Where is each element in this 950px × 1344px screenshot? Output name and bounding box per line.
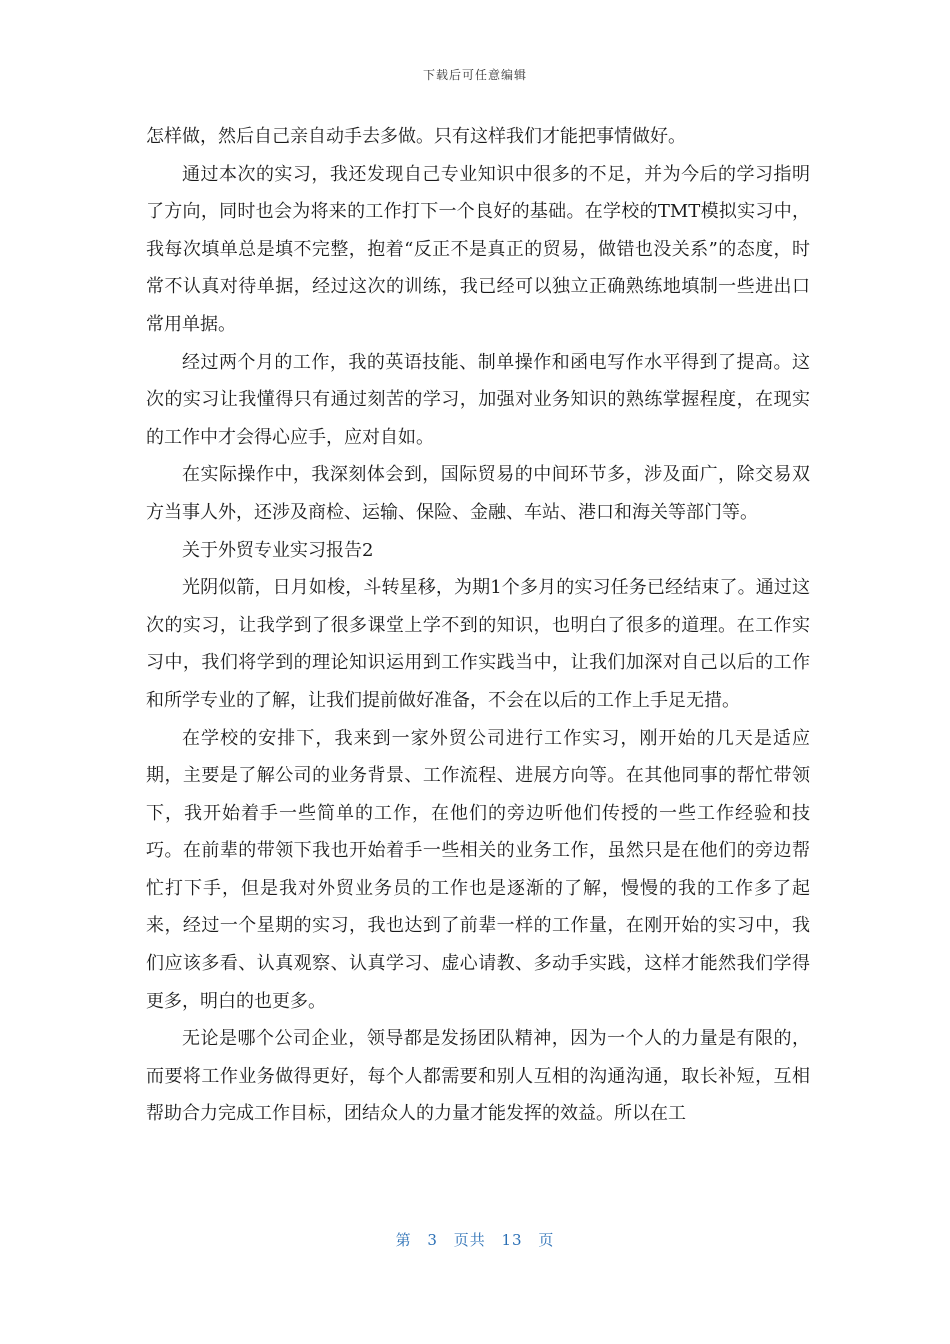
paragraph-2: 通过本次的实习，我还发现自己专业知识中很多的不足，并为今后的学习指明了方向，同时也会为将来的工作打下一个良好的基础。在学校的TMT模拟实习中，我每次填单总是填不完整，抱着“反正不是真正的贸易，做错也没关系”的态度，时常不认真对待单据，经过这次的训练，我已经可以独立正确熟练地填制一些进出口常用单据。 — [146, 163, 810, 335]
header-note: 下载后可任意编辑 — [422, 68, 527, 82]
document-body — [146, 118, 810, 1133]
paragraph-5: 光阴似箭，日月如梭，斗转星移，为期1个多月的实习任务已经结束了。通过这次的实习，让我学到了很多课堂上学不到的知识，也明白了很多的道理。在工作实习中，我们将学到的理论知识运用到工作实践当中，让我们加深对自己以后的工作和所学专业的了解，让我们提前做好准备，不会在以后的工作上手足无措。 — [146, 577, 810, 711]
page-number-footer: 第 3 页共 13 页 — [395, 1231, 555, 1249]
paragraph-6: 在学校的安排下，我来到一家外贸公司进行工作实习，刚开始的几天是适应期，主要是了解公司的业务背景、工作流程、进展方向等。在其他同事的帮忙带领下，我开始着手一些简单的工作，在他们的旁边听他们传授的一些工作经验和技巧。在前辈的带领下我也开始着手一些相关的业务工作，虽然只是在他们的旁边帮忙打下手，但是我对外贸业务员的工作也是逐渐的了解，慢慢的我的工作多了起来，经过一个星期的实习，我也达到了前辈一样的工作量，在刚开始的实习中，我们应该多看、认真观察、认真学习、虚心请教、多动手实践，这样才能然我们学得更多，明白的也更多。 — [146, 727, 810, 1012]
paragraph-3: 经过两个月的工作，我的英语技能、制单操作和函电写作水平得到了提高。这次的实习让我懂得只有通过刻苦的学习，加强对业务知识的熟练掌握程度，在现实的工作中才会得心应手，应对自如。 — [146, 351, 810, 448]
section-heading: 关于外贸专业实习报告2 — [182, 539, 374, 561]
paragraph-7: 无论是哪个公司企业，领导都是发扬团队精神，因为一个人的力量是有限的，而要将工作业务做得更好，每个人都需要和别人互相的沟通沟通，取长补短，互相帮助合力完成工作目标，团结众人的力量才能发挥的效益。所以在工 — [146, 1028, 810, 1125]
paragraph-1: 怎样做，然后自己亲自动手去多做。只有这样我们才能把事情做好。 — [146, 126, 686, 147]
paragraph-4: 在实际操作中，我深刻体会到，国际贸易的中间环节多，涉及面广，除交易双方当事人外，还涉及商检、运输、保险、金融、车站、港口和海关等部门等。 — [146, 464, 810, 523]
